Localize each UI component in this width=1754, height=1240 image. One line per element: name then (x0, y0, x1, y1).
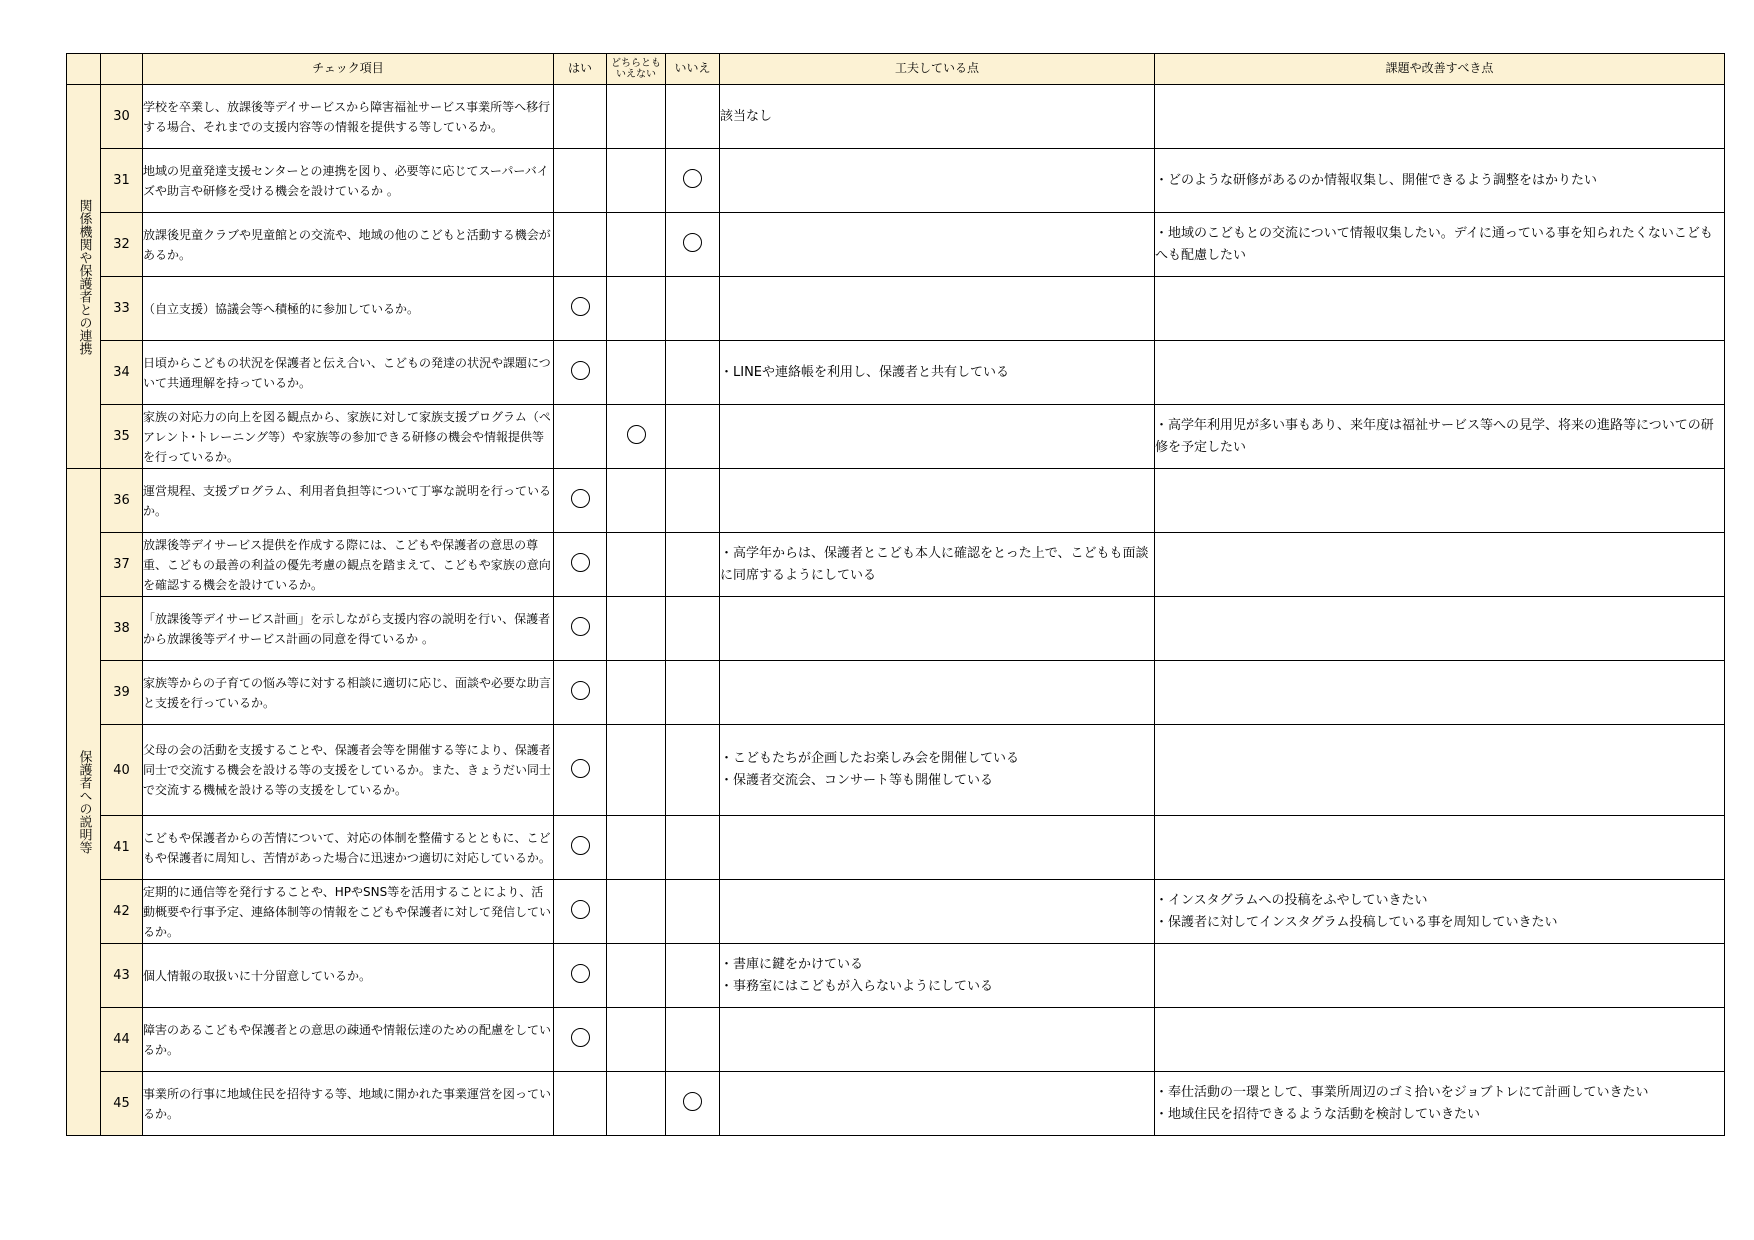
header-yes: はい (554, 54, 607, 85)
efforts-cell (720, 725, 1155, 816)
answer-neither-cell (607, 1072, 666, 1136)
issues-cell (1155, 880, 1725, 944)
circle-mark-icon (571, 964, 590, 983)
table-row (67, 880, 1725, 944)
answer-neither-cell (607, 533, 666, 597)
check-item-text: 放課後等デイサービス提供を作成する際には、こどもや保護者の意思の尊重、こどもの最善の利益の優先考慮の観点を踏まえて、こどもや家族の意向を確認する機会を設けているか。 (143, 533, 554, 597)
answer-yes-cell (554, 816, 607, 880)
circle-mark-icon (683, 233, 702, 252)
check-item-text: 父母の会の活動を支援することや、保護者会等を開催する等により、保護者同士で交流する機会を設ける等の支援をしているか。また、きょうだい同士で交流する機械を設ける等の支援をしているか。 (143, 725, 554, 816)
header-efforts: 工夫している点 (720, 54, 1155, 85)
issues-cell (1155, 725, 1725, 816)
answer-yes-cell (554, 405, 607, 469)
table-row (67, 1072, 1725, 1136)
efforts-line: ・事務室にはこどもが入らないようにしている (720, 978, 994, 994)
efforts-cell (720, 597, 1155, 661)
check-item-text: 運営規程、支援プログラム、利用者負担等について丁寧な説明を行っているか。 (143, 469, 554, 533)
row-number: 41 (101, 816, 143, 880)
check-item-text: 定期的に通信等を発行することや、HPやSNS等を活用することにより、活動概要や行事予定、連絡体制等の情報をこどもや保護者に対して発信しているか。 (143, 880, 554, 944)
efforts-cell (720, 213, 1155, 277)
table-row (67, 816, 1725, 880)
efforts-cell (720, 661, 1155, 725)
answer-yes-cell (554, 469, 607, 533)
header-number-blank (101, 54, 143, 85)
row-number: 39 (101, 661, 143, 725)
check-item-text: 個人情報の取扱いに十分留意しているか。 (143, 944, 554, 1008)
answer-neither-cell (607, 469, 666, 533)
header-issues: 課題や改善すべき点 (1155, 54, 1725, 85)
efforts-cell (720, 341, 1155, 405)
check-item-text: 地域の児童発達支援センターとの連携を図り、必要等に応じてスーパーバイズや助言や研修を受ける機会を設けているか 。 (143, 149, 554, 213)
efforts-line: ・保護者交流会、コンサート等も開催している (720, 773, 994, 788)
check-item-text: 「放課後等デイサービス計画」を示しながら支援内容の説明を行い、保護者から放課後等デイサービス計画の同意を得ているか 。 (143, 597, 554, 661)
issues-cell (1155, 661, 1725, 725)
answer-no-cell (666, 880, 720, 944)
issues-cell (1155, 341, 1725, 405)
answer-neither-cell (607, 597, 666, 661)
answer-neither-cell (607, 277, 666, 341)
answer-no-cell (666, 944, 720, 1008)
efforts-line: ・書庫に鍵をかけている (720, 956, 864, 972)
efforts-line: ・LINEや連絡帳を利用し、保護者と共有している (720, 364, 1010, 380)
table-row (67, 597, 1725, 661)
issues-cell (1155, 1072, 1725, 1136)
answer-no-cell (666, 469, 720, 533)
issues-line: ・地域住民を招待できるような活動を検討していきたい (1155, 1106, 1481, 1122)
answer-neither-cell (607, 149, 666, 213)
efforts-cell (720, 533, 1155, 597)
answer-no-cell (666, 661, 720, 725)
answer-yes-cell (554, 85, 607, 149)
answer-neither-cell (607, 341, 666, 405)
efforts-cell (720, 149, 1155, 213)
answer-yes-cell (554, 661, 607, 725)
answer-no-cell (666, 533, 720, 597)
efforts-cell (720, 880, 1155, 944)
check-item-text: 日頃からこどもの状況を保護者と伝え合い、こどもの発達の状況や課題について共通理解を持っているか。 (143, 341, 554, 405)
circle-mark-icon (571, 900, 590, 919)
table-row (67, 1008, 1725, 1072)
table-row (67, 469, 1725, 533)
issues-cell (1155, 816, 1725, 880)
issues-cell (1155, 405, 1725, 469)
issues-cell (1155, 85, 1725, 149)
row-number: 32 (101, 213, 143, 277)
circle-mark-icon (571, 1028, 590, 1047)
efforts-line: 該当なし (720, 108, 773, 124)
table-row (67, 149, 1725, 213)
circle-mark-icon (571, 836, 590, 855)
answer-neither-cell (607, 880, 666, 944)
answer-no-cell (666, 85, 720, 149)
row-number: 30 (101, 85, 143, 149)
table-row (67, 85, 1725, 149)
circle-mark-icon (571, 297, 590, 316)
answer-yes-cell (554, 213, 607, 277)
row-number: 38 (101, 597, 143, 661)
header-no: いいえ (666, 54, 720, 85)
answer-yes-cell (554, 277, 607, 341)
efforts-cell (720, 405, 1155, 469)
answer-neither-cell (607, 944, 666, 1008)
answer-neither-cell (607, 85, 666, 149)
table-row (67, 405, 1725, 469)
table-row (67, 533, 1725, 597)
efforts-cell (720, 277, 1155, 341)
answer-yes-cell (554, 341, 607, 405)
issues-cell (1155, 149, 1725, 213)
header-neither: どちらとも いえない (607, 54, 666, 85)
efforts-cell (720, 85, 1155, 149)
answer-no-cell (666, 277, 720, 341)
row-number: 33 (101, 277, 143, 341)
row-number: 35 (101, 405, 143, 469)
row-number: 44 (101, 1008, 143, 1072)
answer-no-cell (666, 725, 720, 816)
answer-yes-cell (554, 944, 607, 1008)
check-item-text: 家族の対応力の向上を図る観点から、家族に対して家族支援プログラム（ペアレント･トレーニング等）や家族等の参加できる研修の機会や情報提供等を行っているか。 (143, 405, 554, 469)
circle-mark-icon (683, 169, 702, 188)
circle-mark-icon (571, 489, 590, 508)
circle-mark-icon (571, 361, 590, 380)
answer-yes-cell (554, 1072, 607, 1136)
row-number: 31 (101, 149, 143, 213)
table-row (67, 277, 1725, 341)
circle-mark-icon (627, 425, 646, 444)
header-check-item: チェック項目 (143, 54, 554, 85)
issues-line: ・保護者に対してインスタグラム投稿している事を周知していきたい (1155, 914, 1558, 930)
table-row (67, 213, 1725, 277)
table-row (67, 341, 1725, 405)
check-item-text: こどもや保護者からの苦情について、対応の体制を整備するとともに、こどもや保護者に周知し、苦情があった場合に迅速かつ適切に対応しているか。 (143, 816, 554, 880)
efforts-cell (720, 1072, 1155, 1136)
table-row (67, 944, 1725, 1008)
check-item-text: 事業所の行事に地域住民を招待する等、地域に開かれた事業運営を図っているか。 (143, 1072, 554, 1136)
circle-mark-icon (571, 553, 590, 572)
answer-neither-cell (607, 405, 666, 469)
table-row (67, 725, 1725, 816)
table-row (67, 661, 1725, 725)
answer-no-cell (666, 341, 720, 405)
category-label: 関係機関や保護者との連携 (67, 85, 101, 469)
answer-neither-cell (607, 1008, 666, 1072)
answer-yes-cell (554, 533, 607, 597)
circle-mark-icon (571, 681, 590, 700)
issues-cell (1155, 469, 1725, 533)
answer-yes-cell (554, 880, 607, 944)
issues-cell (1155, 213, 1725, 277)
answer-no-cell (666, 1008, 720, 1072)
issues-line: ・どのような研修があるのか情報収集し、開催できるよう調整をはかりたい (1155, 172, 1598, 188)
row-number: 36 (101, 469, 143, 533)
table-body (67, 85, 1725, 1136)
issues-line: ・地域のこどもとの交流について情報収集したい。デイに通っている事を知られたくないこどもへも配慮したい (1155, 225, 1713, 263)
answer-neither-cell (607, 661, 666, 725)
issues-cell (1155, 1008, 1725, 1072)
issues-cell (1155, 944, 1725, 1008)
answer-no-cell (666, 149, 720, 213)
efforts-cell (720, 1008, 1155, 1072)
check-item-text: 学校を卒業し、放課後等デイサービスから障害福祉サービス事業所等へ移行する場合、それまでの支援内容等の情報を提供する等しているか。 (143, 85, 554, 149)
answer-yes-cell (554, 725, 607, 816)
check-item-text: 放課後児童クラブや児童館との交流や、地域の他のこどもと活動する機会があるか。 (143, 213, 554, 277)
issues-line: ・高学年利用児が多い事もあり、来年度は福祉サービス等への見学、将来の進路等についての研修を予定したい (1155, 417, 1714, 455)
row-number: 45 (101, 1072, 143, 1136)
check-item-text: 障害のあるこどもや保護者との意思の疎通や情報伝達のための配慮をしているか。 (143, 1008, 554, 1072)
issues-cell (1155, 533, 1725, 597)
category-label: 保護者への説明等 (67, 469, 101, 1136)
answer-yes-cell (554, 1008, 607, 1072)
answer-no-cell (666, 816, 720, 880)
answer-yes-cell (554, 597, 607, 661)
issues-line: ・奉仕活動の一環として、事業所周辺のゴミ拾いをジョブトレにて計画していきたい (1155, 1084, 1649, 1100)
row-number: 42 (101, 880, 143, 944)
answer-no-cell (666, 405, 720, 469)
issues-cell (1155, 597, 1725, 661)
circle-mark-icon (571, 759, 590, 778)
efforts-cell (720, 469, 1155, 533)
row-number: 40 (101, 725, 143, 816)
answer-neither-cell (607, 213, 666, 277)
header-row (67, 54, 1725, 85)
efforts-cell (720, 816, 1155, 880)
row-number: 43 (101, 944, 143, 1008)
circle-mark-icon (683, 1092, 702, 1111)
header-category-blank (67, 54, 101, 85)
circle-mark-icon (571, 617, 590, 636)
check-item-text: （自立支援）協議会等へ積極的に参加しているか。 (143, 277, 554, 341)
answer-no-cell (666, 597, 720, 661)
answer-no-cell (666, 1072, 720, 1136)
efforts-line: ・こどもたちが企画したお楽しみ会を開催している (720, 751, 1020, 766)
answer-neither-cell (607, 816, 666, 880)
answer-yes-cell (554, 149, 607, 213)
answer-no-cell (666, 213, 720, 277)
efforts-line: ・高学年からは、保護者とこども本人に確認をとった上で、こどもも面談に同席するようにしている (720, 545, 1149, 583)
row-number: 37 (101, 533, 143, 597)
row-number: 34 (101, 341, 143, 405)
self-evaluation-table (66, 53, 1725, 1136)
issues-line: ・インスタグラムへの投稿をふやしていきたい (1155, 892, 1428, 908)
check-item-text: 家族等からの子育ての悩み等に対する相談に適切に応じ、面談や必要な助言と支援を行っているか。 (143, 661, 554, 725)
issues-cell (1155, 277, 1725, 341)
answer-neither-cell (607, 725, 666, 816)
efforts-cell (720, 944, 1155, 1008)
